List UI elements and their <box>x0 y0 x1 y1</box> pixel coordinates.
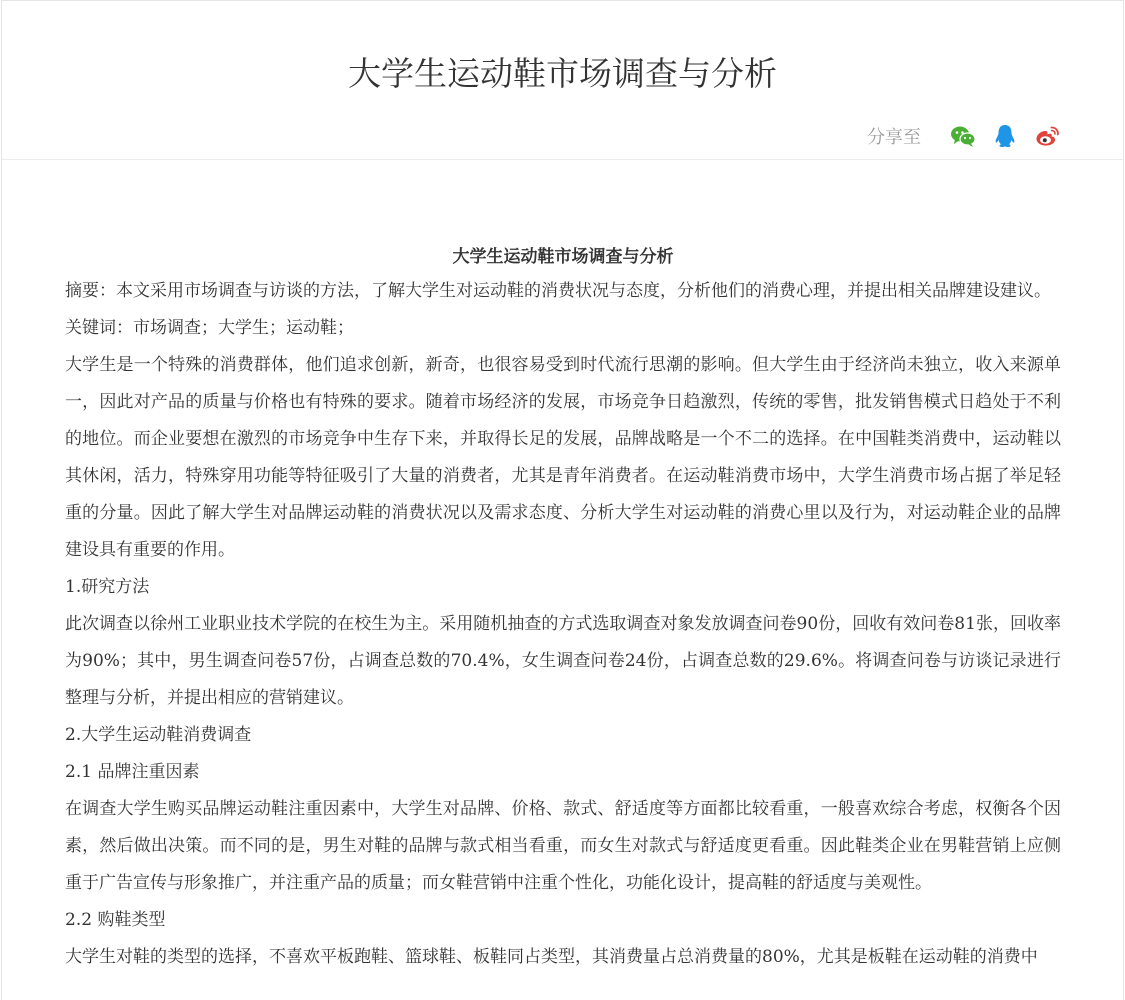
body-paragraph: 此次调查以徐州工业职业技术学院的在校生为主。采用随机抽查的方式选取调查对象发放调查问卷90份，回收有效问卷81张，回收率为90%；其中，男生调查问卷57份，占调查总数的70.4%，女生调查问卷24份，占调查总数的29.6%。将调查问卷与访谈记录进行整理与分析，并提出相应的营销建议。 <box>65 614 1061 708</box>
keywords-paragraph: 关键词：市场调查；大学生；运动鞋； <box>65 318 354 338</box>
article-header <box>2 1 1123 160</box>
body-paragraph: 大学生对鞋的类型的选择，不喜欢平板跑鞋、篮球鞋、板鞋同占类型，其消费量占总消费量的80%，尤其是板鞋在运动鞋的消费中 <box>65 947 1038 967</box>
weibo-icon[interactable] <box>1033 122 1061 150</box>
article-title: 大学生运动鞋市场调查与分析 <box>452 247 674 267</box>
article-page <box>1 0 1124 1000</box>
page-title: 大学生运动鞋市场调查与分析 <box>348 54 777 93</box>
share-label: 分享至 <box>867 127 921 148</box>
subsection-heading: 2.2 购鞋类型 <box>65 910 166 930</box>
abstract-paragraph: 摘要：本文采用市场调查与访谈的方法，了解大学生对运动鞋的消费状况与态度，分析他们的消费心理，并提出相关品牌建设建议。 <box>65 281 1051 301</box>
wechat-icon[interactable] <box>949 122 977 150</box>
section-heading: 2.大学生运动鞋消费调查 <box>65 725 252 745</box>
section-heading: 1.研究方法 <box>65 577 150 597</box>
share-bar <box>867 120 1061 152</box>
subsection-heading: 2.1 品牌注重因素 <box>65 762 200 782</box>
article-body <box>65 241 1061 976</box>
qq-icon[interactable] <box>991 122 1019 150</box>
body-paragraph: 在调查大学生购买品牌运动鞋注重因素中，大学生对品牌、价格、款式、舒适度等方面都比较看重，一般喜欢综合考虑，权衡各个因素，然后做出决策。而不同的是，男生对鞋的品牌与款式相当看重，而女生对款式与舒适度更看重。因此鞋类企业在男鞋营销上应侧重于广告宣传与形象推广，并注重产品的质量；而女鞋营销中注重个性化，功能化设计，提高鞋的舒适度与美观性。 <box>65 799 1061 893</box>
intro-paragraph: 大学生是一个特殊的消费群体，他们追求创新，新奇，也很容易受到时代流行思潮的影响。但大学生由于经济尚未独立，收入来源单一，因此对产品的质量与价格也有特殊的要求。随着市场经济的发展，市场竞争日趋激烈，传统的零售，批发销售模式日趋处于不利的地位。而企业要想在激烈的市场竞争中生存下来，并取得长足的发展，品牌战略是一个不二的选择。在中国鞋类消费中，运动鞋以其休闲，活力，特殊穿用功能等特征吸引了大量的消费者，尤其是青年消费者。在运动鞋消费市场中，大学生消费市场占据了举足轻重的分量。因此了解大学生对品牌运动鞋的消费状况以及需求态度、分析大学生对运动鞋的消费心里以及行为，对运动鞋企业的品牌建设具有重要的作用。 <box>65 355 1061 560</box>
